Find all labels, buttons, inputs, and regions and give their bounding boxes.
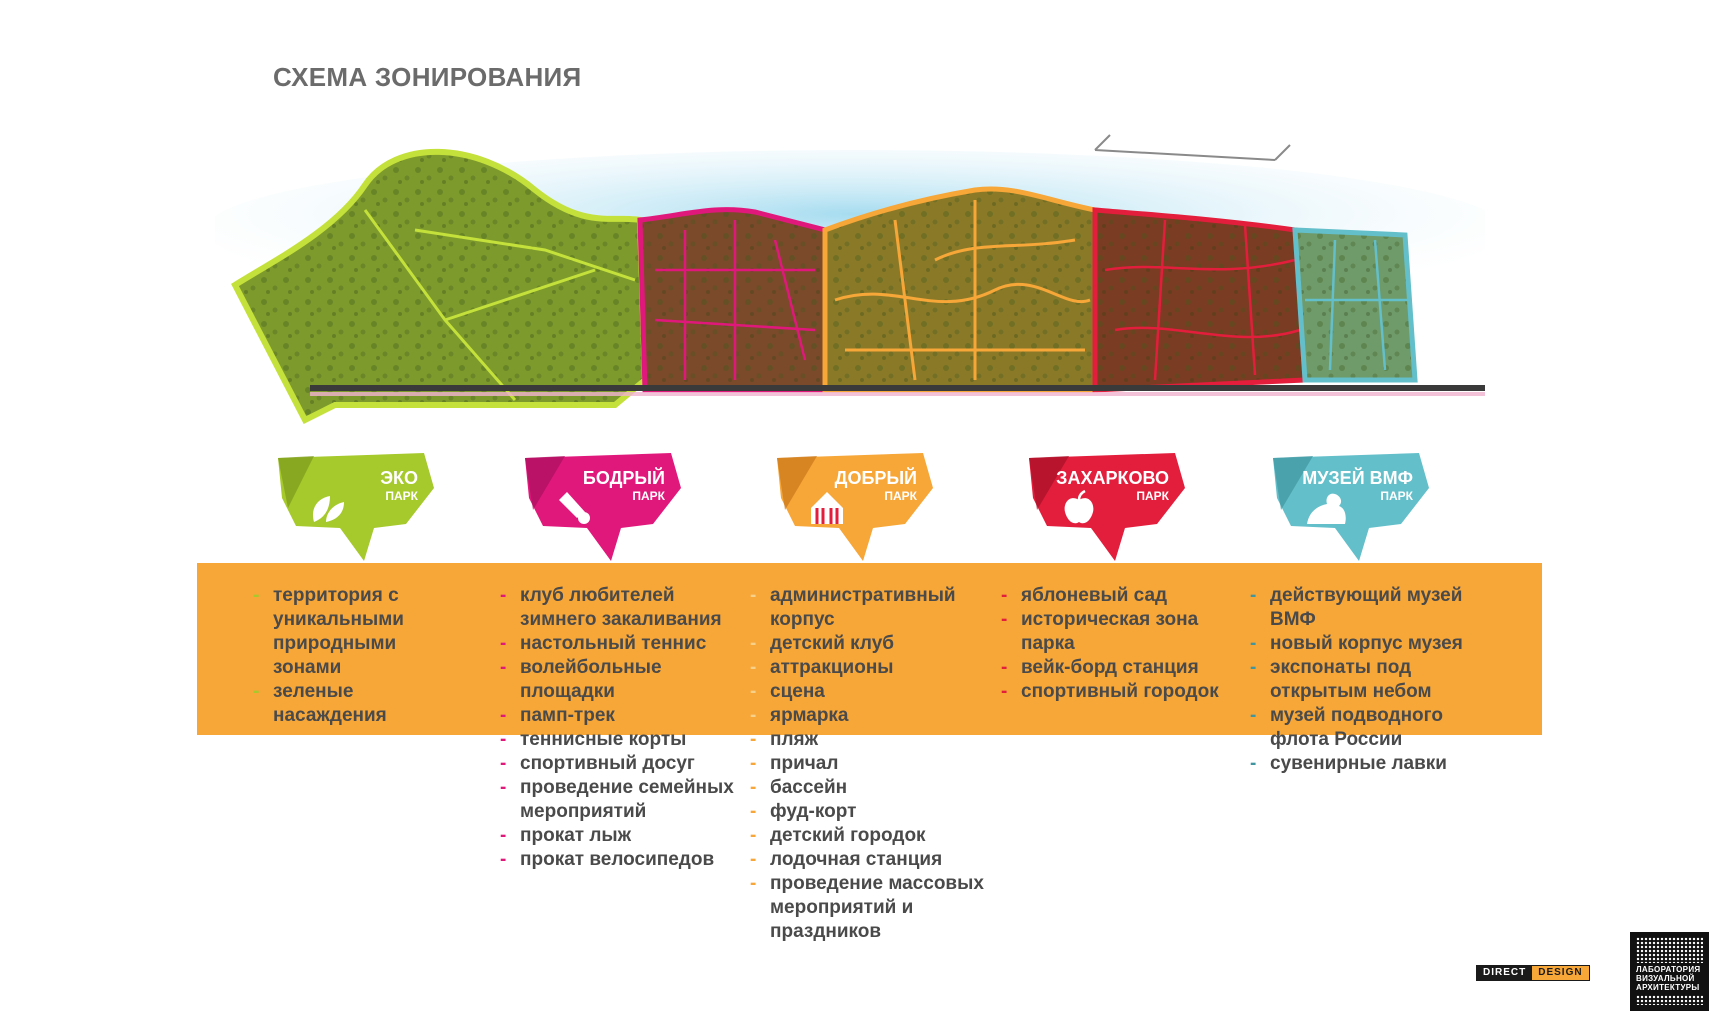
list-item xyxy=(1001,680,1241,704)
list-dash: - xyxy=(750,729,757,750)
list-item xyxy=(500,728,745,752)
map-pier xyxy=(1095,135,1290,160)
list-item xyxy=(750,776,1005,800)
zone-badge-bodry xyxy=(521,448,685,563)
list-item xyxy=(500,704,745,728)
zone-badge-dobry xyxy=(773,448,937,563)
list-item xyxy=(1250,632,1490,656)
list-item xyxy=(500,824,745,848)
list-item-text: проведение массовых мероприятий и праздников xyxy=(770,873,984,942)
list-item xyxy=(750,632,1005,656)
list-item-text: бассейн xyxy=(770,777,848,798)
list-item xyxy=(500,656,745,704)
list-dash: - xyxy=(500,585,507,606)
list-item xyxy=(750,584,1008,632)
list-item-text: сувенирные лавки xyxy=(1270,753,1447,774)
list-dash: - xyxy=(1250,657,1257,678)
zone-badge-zakharkovo xyxy=(1025,448,1189,563)
list-dash: - xyxy=(1001,681,1008,702)
list-item xyxy=(750,824,1005,848)
list-item xyxy=(1001,656,1241,680)
list-dash: - xyxy=(1001,585,1008,606)
shuttlecock-icon xyxy=(555,488,595,528)
list-dash: - xyxy=(1250,753,1257,774)
list-dash: - xyxy=(1001,657,1008,678)
list-dash: - xyxy=(253,585,260,606)
zone-list-eco xyxy=(253,584,463,728)
list-dash: - xyxy=(750,777,757,798)
zone-badge-name: МУЗЕЙ ВМФ xyxy=(1302,468,1413,488)
list-item-text: действующий музей ВМФ xyxy=(1270,585,1463,630)
logo-dots xyxy=(1636,937,1703,963)
sailor-icon xyxy=(1303,488,1351,528)
list-item-text: сцена xyxy=(770,681,825,702)
list-item-text: проведение семейных мероприятий xyxy=(520,777,734,822)
list-item-text: волейбольные площадки xyxy=(520,657,662,702)
list-dash: - xyxy=(750,585,757,606)
page-title: СХЕМА ЗОНИРОВАНИЯ xyxy=(273,62,582,92)
list-item xyxy=(253,680,463,728)
list-item-text: спортивный досуг xyxy=(520,753,695,774)
list-dash: - xyxy=(750,825,757,846)
zone-badge-name: БОДРЫЙ xyxy=(582,468,665,488)
list-item-text: причал xyxy=(770,753,839,774)
zoning-map xyxy=(215,120,1485,430)
list-item xyxy=(500,632,745,656)
list-dash: - xyxy=(750,633,757,654)
zone-badge-name: ЗАХАРКОВО xyxy=(1056,468,1169,488)
list-item-text: историческая зона парка xyxy=(1021,609,1199,654)
lab-logo-text: ЛАБОРАТОРИЯ ВИЗУАЛЬНОЙ АРХИТЕКТУРЫ xyxy=(1636,965,1701,992)
zone-badge-name: ЭКО xyxy=(380,468,418,488)
list-item xyxy=(750,680,1008,704)
list-dash: - xyxy=(500,657,507,678)
list-dash: - xyxy=(500,633,507,654)
logo-direct-text: DIRECT xyxy=(1477,966,1532,980)
list-dash: - xyxy=(750,753,757,774)
list-dash: - xyxy=(750,657,757,678)
list-dash: - xyxy=(750,873,757,894)
list-item-text: административный корпус xyxy=(770,585,956,630)
list-item xyxy=(750,848,1005,872)
list-item xyxy=(500,776,745,824)
list-item xyxy=(750,704,1005,728)
list-item-text: пляж xyxy=(770,729,819,750)
list-dash: - xyxy=(1001,609,1008,630)
zone-badge-subtitle: ПАРК xyxy=(884,489,917,503)
list-item-text: прокат велосипедов xyxy=(520,849,715,870)
list-item xyxy=(500,848,745,872)
list-item xyxy=(750,752,1005,776)
logo-design-text: DESIGN xyxy=(1532,966,1588,980)
list-item-text: детский городок xyxy=(770,825,926,846)
list-item-text: спортивный городок xyxy=(1021,681,1219,702)
list-item xyxy=(1250,656,1490,704)
zone-list-bodry xyxy=(500,584,745,872)
list-item-text: клуб любителей зимнего закаливания xyxy=(520,585,722,630)
list-item-text: аттракционы xyxy=(770,657,894,678)
list-item-text: фуд-корт xyxy=(770,801,857,822)
list-item xyxy=(750,872,1005,944)
list-dash: - xyxy=(1250,633,1257,654)
list-dash: - xyxy=(500,729,507,750)
circus-tent-icon xyxy=(807,488,847,528)
list-item-text: памп-трек xyxy=(520,705,615,726)
direct-design-logo xyxy=(1476,965,1590,981)
list-item-text: ярмарка xyxy=(770,705,849,726)
list-dash: - xyxy=(750,801,757,822)
zone-badge-name: ДОБРЫЙ xyxy=(834,468,917,488)
list-item xyxy=(500,584,745,632)
list-item-text: прокат лыж xyxy=(520,825,632,846)
list-item xyxy=(750,656,1008,680)
list-dash: - xyxy=(500,753,507,774)
list-item xyxy=(1250,584,1490,632)
leaf-icon xyxy=(308,488,348,528)
list-item xyxy=(500,752,745,776)
list-item-text: теннисные корты xyxy=(520,729,687,750)
list-dash: - xyxy=(500,825,507,846)
lab-logo xyxy=(1630,932,1709,1011)
zone-list-zakharkovo xyxy=(1001,584,1241,704)
zone-badge-subtitle: ПАРК xyxy=(385,489,418,503)
list-item-text: музей подводного флота России xyxy=(1270,705,1443,750)
zone-list-muzey xyxy=(1250,584,1490,776)
list-dash: - xyxy=(1250,705,1257,726)
zone-badge-subtitle: ПАРК xyxy=(632,489,665,503)
list-item-text: зеленые насаждения xyxy=(273,681,387,726)
list-item-text: лодочная станция xyxy=(770,849,943,870)
zone-badge-subtitle: ПАРК xyxy=(1136,489,1169,503)
list-item xyxy=(1250,704,1490,752)
list-item xyxy=(750,800,1005,824)
apple-icon xyxy=(1059,488,1099,528)
list-item xyxy=(750,728,1005,752)
list-dash: - xyxy=(253,681,260,702)
zone-badge-muzey xyxy=(1269,448,1433,563)
list-item-text: вейк-борд станция xyxy=(1021,657,1199,678)
list-item-text: экспонаты под открытым небом xyxy=(1270,657,1432,702)
list-dash: - xyxy=(1250,585,1257,606)
zone-badge-eco xyxy=(274,448,438,563)
list-dash: - xyxy=(750,681,757,702)
list-item-text: настольный теннис xyxy=(520,633,707,654)
list-item xyxy=(1001,584,1241,608)
logo-dots xyxy=(1636,995,1703,1005)
list-item xyxy=(1001,608,1241,656)
list-item xyxy=(253,584,463,680)
zone-badge-subtitle: ПАРК xyxy=(1380,489,1413,503)
list-item-text: территория с уникальными природными зонами xyxy=(273,585,404,678)
list-dash: - xyxy=(500,777,507,798)
list-dash: - xyxy=(500,849,507,870)
list-dash: - xyxy=(500,705,507,726)
list-dash: - xyxy=(750,849,757,870)
list-item-text: яблоневый сад xyxy=(1021,585,1168,606)
zone-list-dobry xyxy=(750,584,1008,944)
list-dash: - xyxy=(750,705,757,726)
list-item xyxy=(1250,752,1490,776)
list-item-text: новый корпус музея xyxy=(1270,633,1463,654)
list-item-text: детский клуб xyxy=(770,633,895,654)
